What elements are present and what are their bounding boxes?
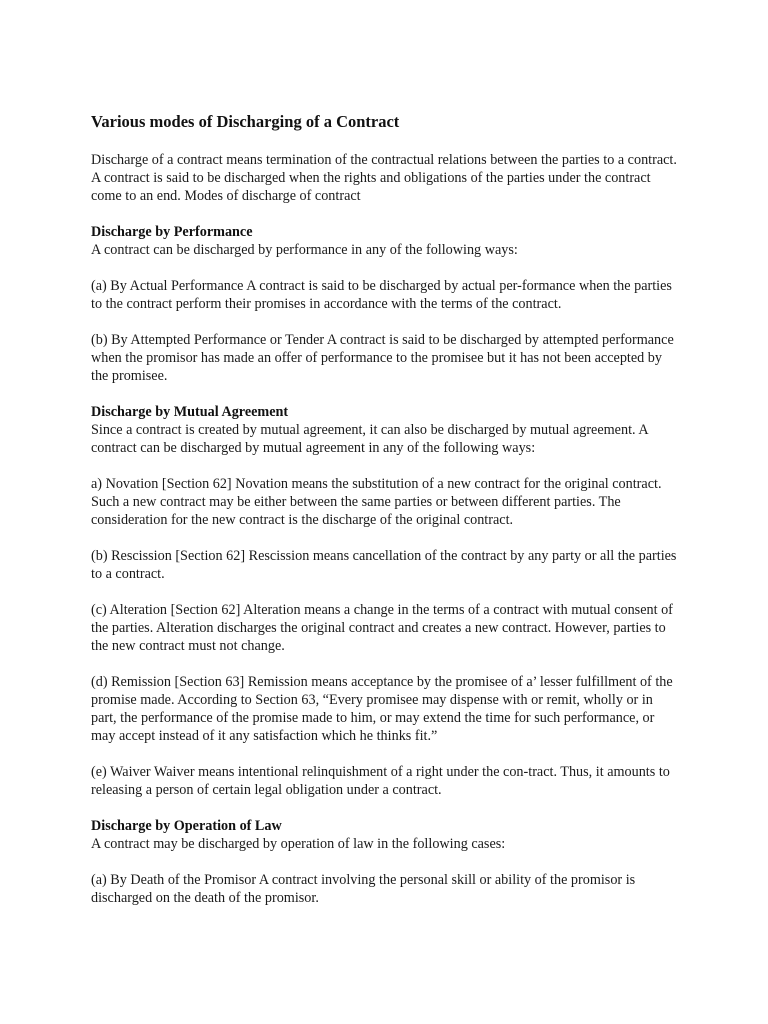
section-performance [91, 223, 681, 385]
section-lead: A contract can be discharged by performance in any of the following ways: [91, 242, 518, 258]
section-heading: Discharge by Performance [91, 224, 253, 240]
list-item: (c) Alteration [Section 62] Alteration means a change in the terms of a contract with mutual consent of the parties. Alteration discharges the original contract and creates a new contract. However, parties to the new contract must not change. [91, 602, 673, 654]
list-item: (a) By Death of the Promisor A contract involving the personal skill or ability of the promisor is discharged on the death of the promisor. [91, 872, 636, 906]
list-item: (d) Remission [Section 63] Remission means acceptance by the promisee of a’ lesser fulfillment of the promise made. According to Section 63, “Every promisee may dispense with or remit, wholly or in part, the performance of the promise made to him, or may extend the time for such performance, or may accept instead of it any satisfaction which he thinks fit.” [91, 674, 673, 744]
section-mutual-agreement [91, 403, 681, 799]
section-heading: Discharge by Operation of Law [91, 818, 282, 834]
intro-paragraph: Discharge of a contract means termination of the contractual relations between the parties to a contract. A contract is said to be discharged when the rights and obligations of the parties under the contract come to an end. Modes of discharge of contract [91, 152, 677, 204]
section-lead: A contract may be discharged by operation of law in the following cases: [91, 836, 506, 852]
list-item: (a) By Actual Performance A contract is said to be discharged by actual per-formance when the parties to the contract perform their promises in accordance with the terms of the contract. [91, 278, 672, 312]
document-page [91, 110, 681, 907]
list-item: (b) Rescission [Section 62] Rescission means cancellation of the contract by any party or all the parties to a contract. [91, 548, 677, 582]
list-item: a) Novation [Section 62] Novation means the substitution of a new contract for the original contract. Such a new contract may be either between the same parties or between different parties. The consideration for the new contract is the discharge of the original contract. [91, 476, 662, 528]
document-title: Various modes of Discharging of a Contract [91, 112, 400, 131]
section-lead: Since a contract is created by mutual agreement, it can also be discharged by mutual agreement. A contract can be discharged by mutual agreement in any of the following ways: [91, 422, 648, 456]
section-heading: Discharge by Mutual Agreement [91, 404, 289, 420]
list-item: (e) Waiver Waiver means intentional relinquishment of a right under the con-tract. Thus, it amounts to releasing a person of certain legal obligation under a contract. [91, 764, 670, 798]
section-operation-of-law [91, 817, 681, 907]
list-item: (b) By Attempted Performance or Tender A contract is said to be discharged by attempted performance when the promisor has made an offer of performance to the promisee but it has not been accepted by the promisee. [91, 332, 674, 384]
